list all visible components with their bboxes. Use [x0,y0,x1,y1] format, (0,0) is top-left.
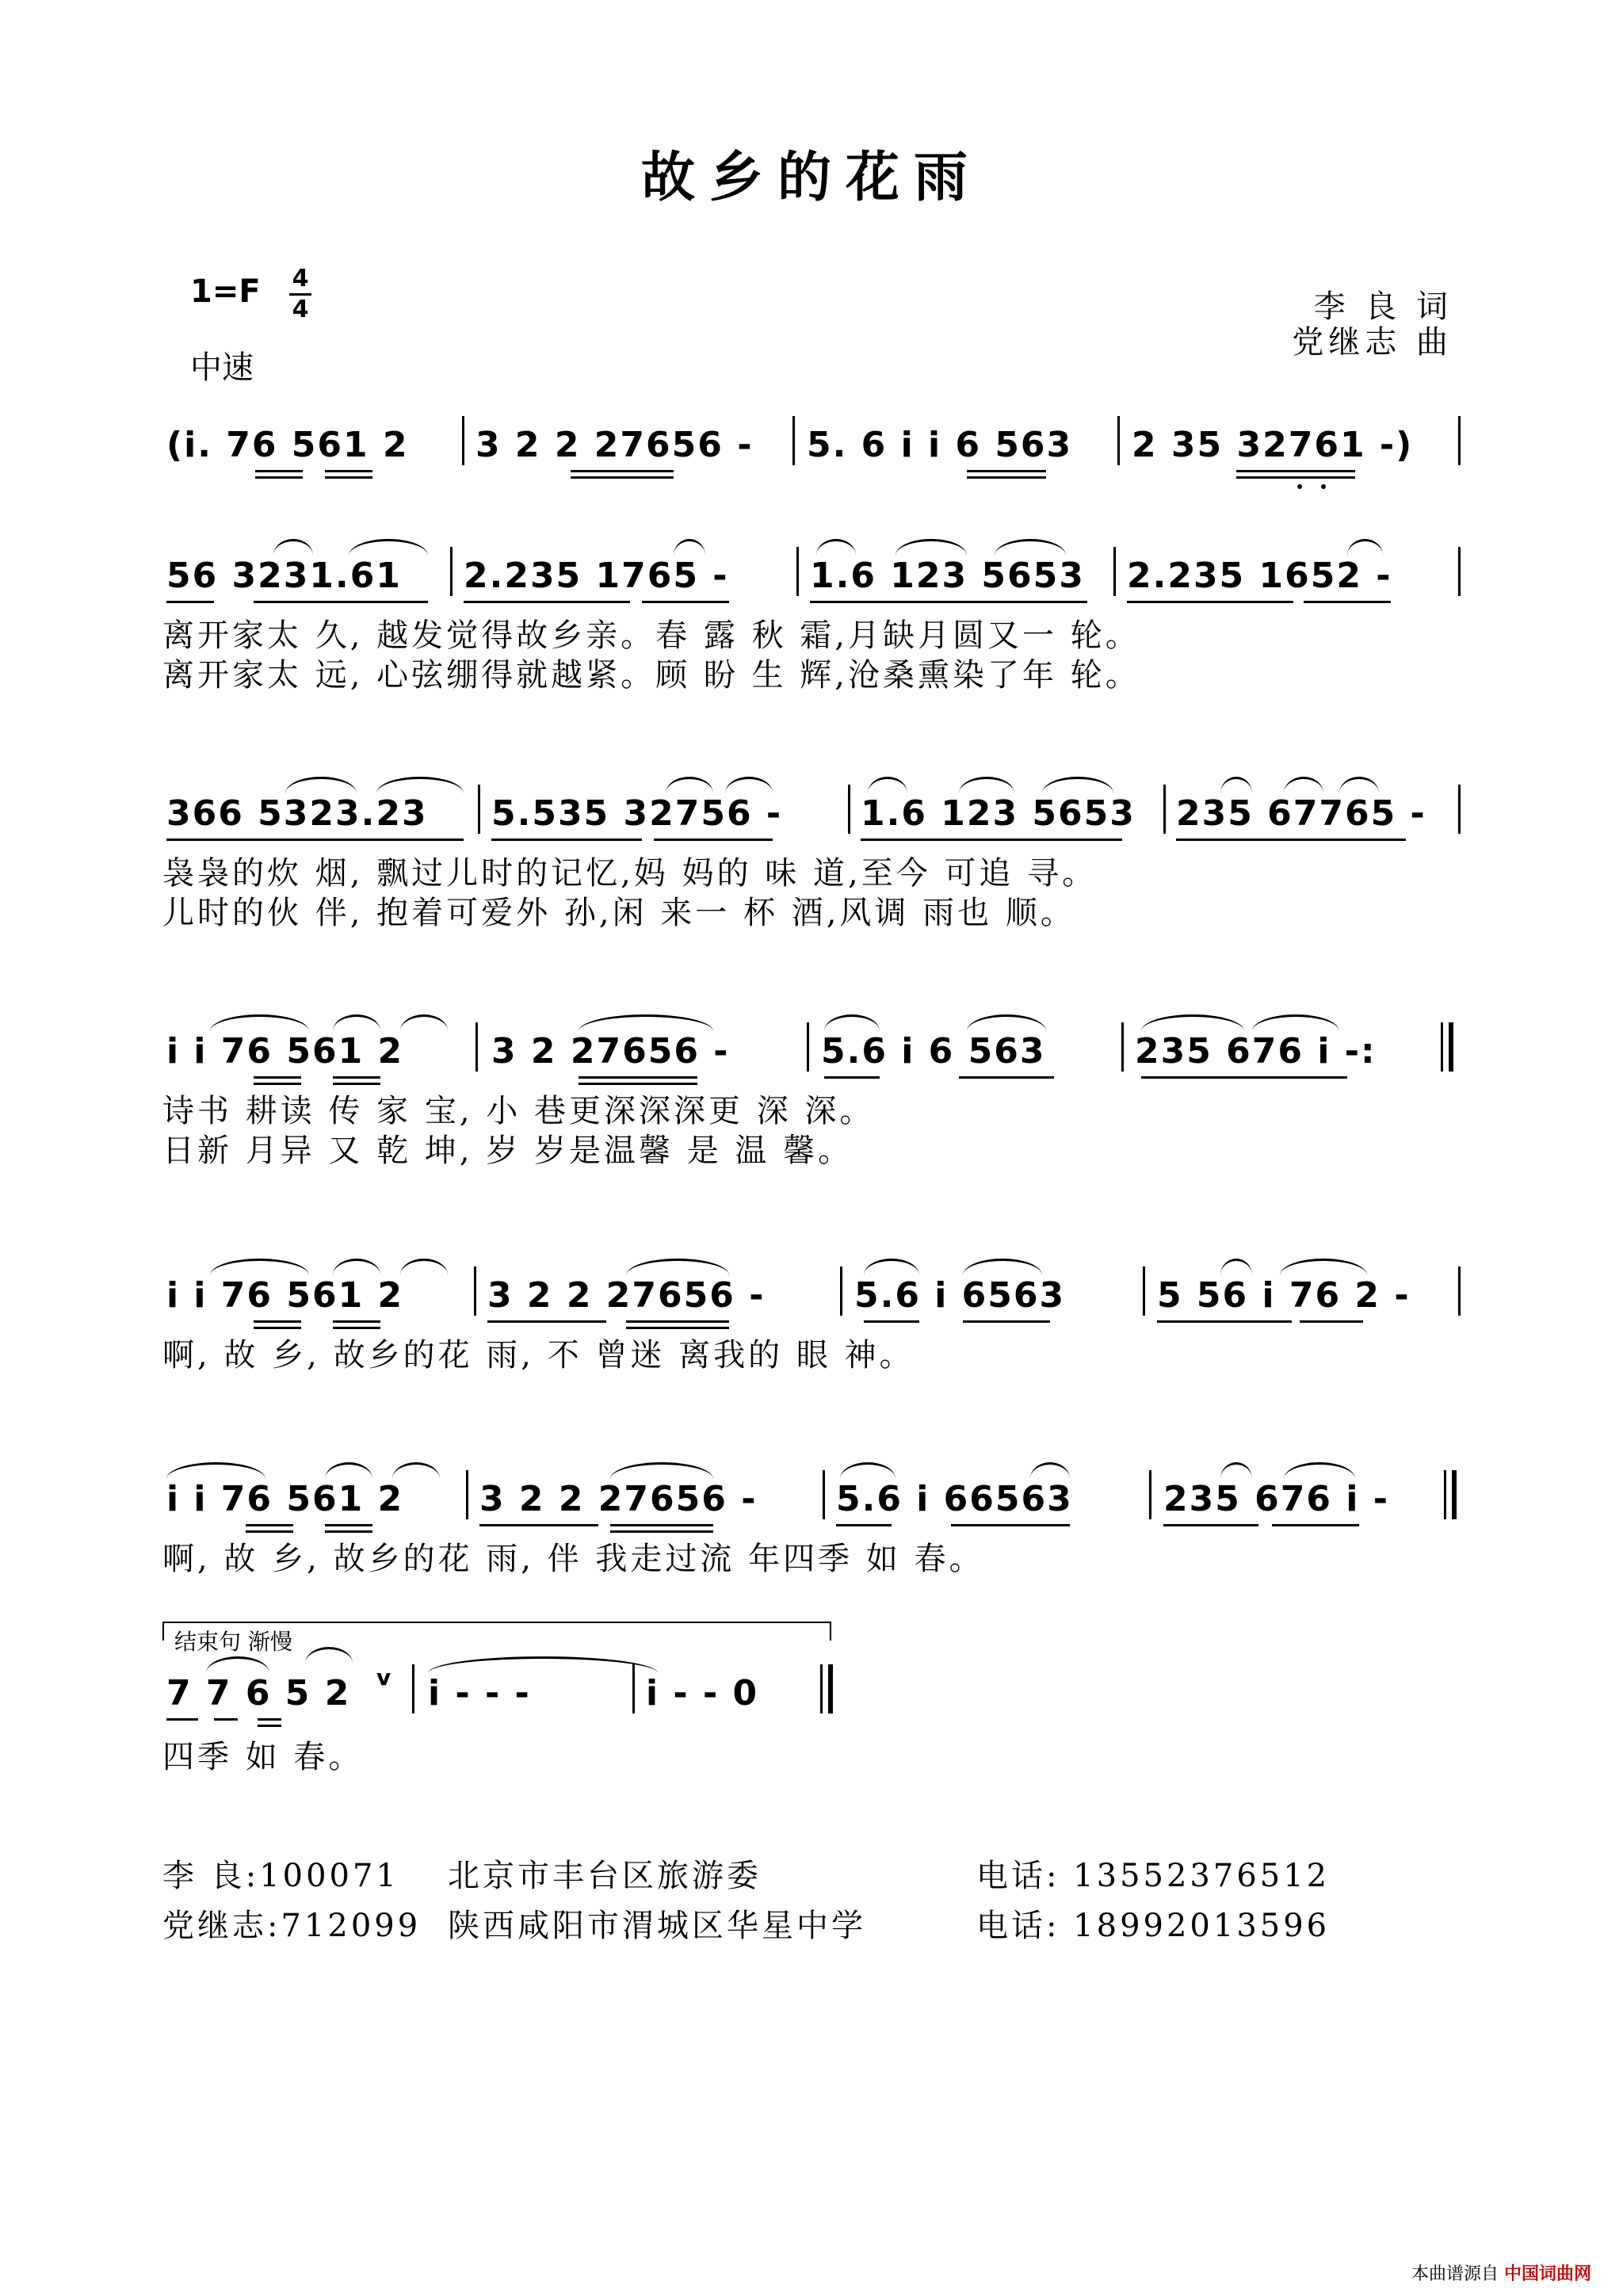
intro-row [0,416,1623,527]
music-row-2 [0,785,1623,931]
lyric-line: 离开家太 久, 越发觉得故乡亲。春 露 秋 霜,月缺月圆又一 轮。 [162,617,1140,654]
lyric-line: 日新 月异 又 乾 坤, 岁 岁是温馨 是 温 馨。 [162,1133,854,1169]
measure: 235 676 i - [1163,1479,1389,1519]
contact-lyricist-address: 北京市丰台区旅游委 [448,1858,762,1894]
time-sig-bottom: 4 [292,296,309,323]
key-signature: 1=F [190,273,261,310]
coda-label: 结束句 渐慢 [174,1629,292,1655]
measure: 235 676 i -: [1135,1031,1377,1072]
measure: 366 5323.23 [166,793,428,834]
footer-prefix: 本曲谱源自 [1411,2264,1499,2284]
coda-measure: i - - 0 [646,1673,759,1713]
composer-credit: 党继志 曲 [1292,324,1453,361]
measure: i i 76 561 2 [166,1275,404,1316]
tempo-marking: 中速 [190,350,254,386]
contact-lyricist-phone: 电话: 13552376512 [976,1858,1331,1894]
intro-measure: 2 35 32761 -) [1132,425,1414,465]
music-row-3 [0,1022,1623,1169]
source-footer [1411,2260,1591,2285]
time-signature [289,266,311,323]
measure: i i 76 561 2 [166,1031,404,1072]
time-sig-top: 4 [292,265,309,292]
intro-measure: 5. 6 i i 6 563 [807,425,1073,465]
lyric-line: 啊, 故 乡, 故乡的花 雨, 不 曾迷 离我的 眼 神。 [162,1337,915,1373]
measure: 1.6 123 5653 [810,556,1085,596]
measure: 2.235 1765 - [464,556,729,596]
music-row-1 [0,547,1623,693]
measure: i i 76 561 2 [166,1479,404,1519]
coda-lyric: 四季 如 春。 [162,1739,364,1775]
measure: 1.6 123 5653 [861,793,1136,834]
lyric-line: 啊, 故 乡, 故乡的花 雨, 伴 我走过流 年四季 如 春。 [162,1541,984,1577]
measure: 3 2 27656 - [491,1031,730,1072]
lyric-line: 诗书 耕读 传 家 宝, 小 巷更深深深更 深 深。 [162,1093,875,1129]
contact-composer-address: 陕西咸阳市渭城区华星中学 [448,1908,866,1944]
page-title: 故乡的花雨 [640,146,982,209]
intro-measure: 3 2 2 27656 - [475,425,754,465]
measure: 5.6 i 6 563 [821,1031,1046,1072]
measure: 56 3231.61 [166,556,402,596]
contact-composer: 党继志:712099 [162,1908,422,1944]
measure: 5.6 i 6563 [854,1275,1066,1316]
music-row-5 [0,1470,1623,1581]
measure: 5 56 i 76 2 - [1157,1275,1411,1316]
coda-measure: 7 7 6 5 2 [166,1673,351,1713]
footer-site[interactable]: 中国词曲网 [1503,2264,1591,2284]
coda-row: 7 7 6 5 2 v i - - - i - - 0 四季 如 春。 [0,1664,1623,1775]
intro-measure: (i. 76 561 2 [166,425,409,465]
measure: 3 2 2 27656 - [487,1275,766,1316]
measure: 3 2 2 27656 - [479,1479,758,1519]
measure: 235 67765 - [1176,793,1426,834]
lyric-line: 离开家太 远, 心弦绷得就越紧。顾 盼 生 辉,沧桑熏染了年 轮。 [162,657,1140,693]
measure: 5.6 i 66563 [836,1479,1073,1519]
music-row-4 [0,1266,1623,1377]
measure: 5.535 32756 - [491,793,783,834]
contact-lyricist: 李 良:100071 [162,1858,399,1894]
measure: 2.235 1652 - [1127,556,1392,596]
lyricist-credit: 李 良 词 [1313,288,1453,325]
lyric-line: 袅袅的炊 烟, 飘过儿时的记忆,妈 妈的 味 道,至今 可追 寻。 [162,855,1098,892]
coda-measure: i - - - [428,1673,531,1713]
lyric-line: 儿时的伙 伴, 抱着可爱外 孙,闲 来一 杯 酒,风调 雨也 顺。 [162,895,1075,931]
contact-composer-phone: 电话: 18992013596 [976,1908,1331,1944]
